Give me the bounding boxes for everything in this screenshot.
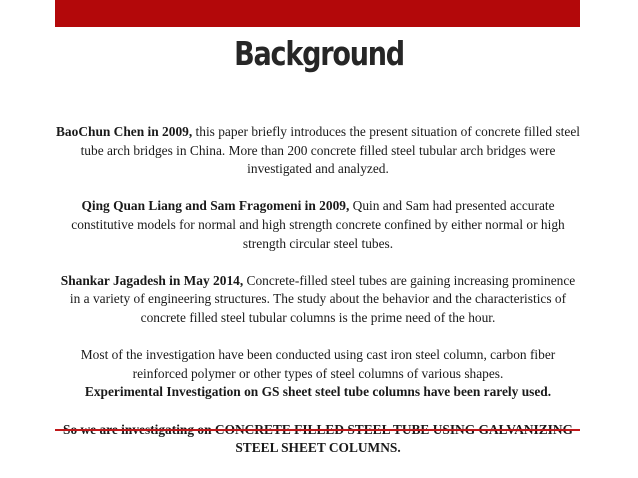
- author-jagadesh: Shankar Jagadesh in May 2014,: [60, 272, 244, 288]
- top-accent-bar: [55, 0, 580, 27]
- paragraph-investigation: [56, 346, 580, 402]
- investigation-emphasis: Experimental Investigation on GS sheet steel tube columns have been rarely used.: [84, 384, 552, 400]
- investigation-text: Most of the investigation have been conducted using cast iron steel column, carbon fiber reinforced polymer or other types of steel columns of various shapes.: [80, 347, 556, 381]
- bottom-divider: [55, 429, 580, 431]
- text-jagadesh: Concrete-filled steel tubes are gaining increasing prominence in a variety of engineering structures. The study about the behavior and the characteristics of concrete filled steel tubular columns is the prime need of the hour.: [69, 272, 576, 325]
- paragraph-conclusion: [56, 421, 580, 458]
- text-chen: this paper briefly introduces the present situation of concrete filled steel tube arch bridges in China. More than 200 concrete filled steel tubular arch bridges were investigated and analyzed.: [80, 124, 581, 177]
- author-chen: BaoChun Chen in 2009,: [56, 124, 193, 139]
- paragraph-liang: [56, 197, 580, 253]
- slide-title: Background: [234, 34, 404, 73]
- conclusion-text: STEEL SHEET COLUMNS.: [235, 440, 401, 456]
- paragraph-jagadesh: [56, 272, 580, 328]
- author-liang: Qing Quan Liang and Sam Fragomeni in 2009,: [81, 198, 350, 214]
- paragraph-chen: [56, 123, 580, 179]
- slide-body: [56, 123, 580, 458]
- text-liang: Quin and Sam had presented accurate constitutive models for normal and high strength concrete confined by either normal or high strength circular steel tubes.: [71, 198, 565, 251]
